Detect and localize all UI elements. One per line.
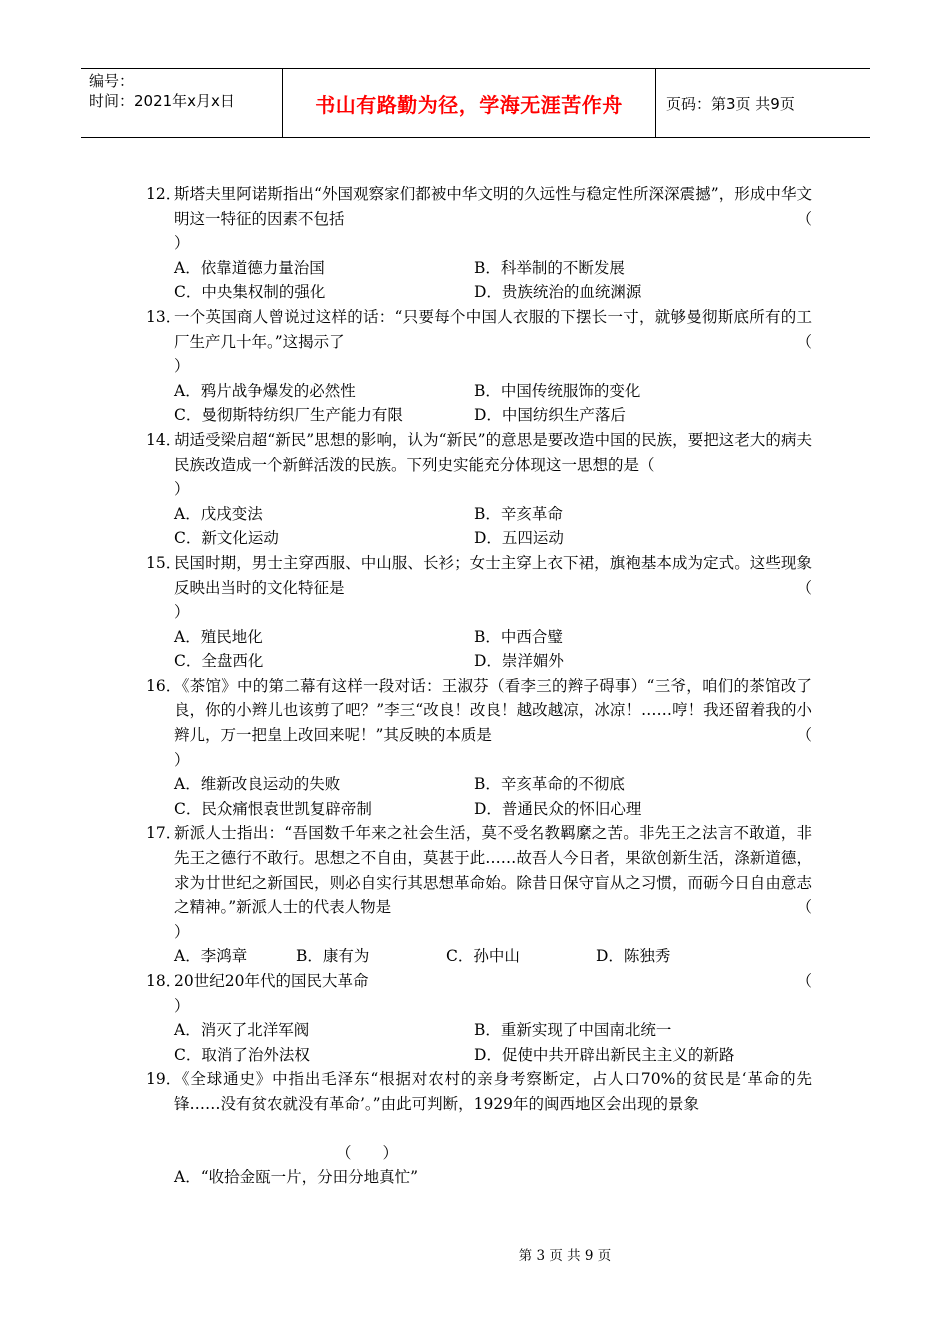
option-c[interactable]: C．曼彻斯特纺织厂生产能力有限	[174, 406, 403, 425]
question-16	[146, 674, 812, 772]
question-number: 17．	[146, 824, 182, 843]
option-a[interactable]: A．维新改良运动的失败	[174, 775, 341, 794]
answer-paren-close: ）	[174, 603, 190, 622]
options-14	[118, 502, 812, 551]
answer-paren-open: （	[796, 332, 812, 351]
option-c[interactable]: C．全盘西化	[174, 652, 264, 671]
question-number: 16．	[146, 676, 182, 695]
header-motto-cell	[283, 69, 656, 137]
option-a[interactable]: A．殖民地化	[174, 627, 263, 646]
option-d[interactable]: D．普通民众的怀旧心理	[474, 799, 642, 818]
option-b[interactable]: B．科举制的不断发展	[474, 258, 625, 277]
answer-paren-open: （	[796, 972, 812, 990]
question-number: 18．	[146, 972, 182, 990]
page-footer	[0, 1244, 950, 1264]
option-c[interactable]: C．中央集权制的强化	[174, 283, 326, 302]
footer-page-number: 第 3 页 共 9 页	[518, 1248, 612, 1264]
motto-text: 书山有路勤为径，学海无涯苦作舟	[315, 92, 623, 117]
option-b[interactable]: B．辛亥革命的不彻底	[474, 775, 625, 794]
options-16	[118, 772, 812, 821]
question-12	[146, 182, 812, 256]
option-b[interactable]: B．辛亥革命	[474, 504, 563, 523]
options-12	[118, 256, 812, 305]
answer-paren-close: ）	[174, 750, 190, 769]
answer-paren-close: ）	[174, 996, 190, 1015]
answer-paren-close: ）	[174, 922, 190, 941]
question-stem: 斯塔夫里阿诺斯指出“外国观察家们都被中华文明的久远性与稳定性所深深震撼”，形成中华文明这一特征的因素不包括	[174, 185, 812, 228]
page-header	[81, 68, 870, 138]
question-19	[146, 1067, 812, 1116]
option-d[interactable]: D．中国纺织生产落后	[474, 406, 626, 425]
answer-paren-open: （	[639, 455, 655, 474]
answer-paren-close: ）	[174, 357, 190, 376]
question-15	[146, 551, 812, 625]
question-13	[146, 305, 812, 379]
question-stem: 《全球通史》中指出毛泽东“根据对农村的亲身考察断定，占人口70%的贫民是‘革命的先锋……没有贫农就没有革命’。”由此可判断，1929年的闽西地区会出现的景象	[174, 1070, 812, 1113]
question-stem: 新派人士指出：“吾国数千年来之社会生活，莫不受名教羁縻之苦。非先王之法言不敢道，非先王之德行不敢行。思想之不自由，莫甚于此……故吾人今日者，果欲创新生活，涤新道德，求为廿世纪之新国民，则必自实行其思想革命始。除昔日保守盲从之习惯，而砺今日自由意志之精神。”新派人士的代表人物是	[174, 824, 812, 917]
question-stem: 民国时期，男士主穿西服、中山服、长衫；女士主穿上衣下裙，旗袍基本成为定式。这些现象反映出当时的文化特征是	[174, 553, 812, 597]
option-c[interactable]: C．取消了治外法权	[174, 1045, 310, 1064]
options-17	[118, 944, 812, 969]
option-a[interactable]: A．李鸿章	[174, 947, 248, 966]
question-17	[146, 821, 812, 944]
header-meta	[81, 69, 283, 137]
question-number: 19．	[146, 1070, 182, 1089]
option-c[interactable]: C．民众痛恨袁世凯复辟帝制	[174, 799, 372, 818]
question-stem: 胡适受梁启超“新民”思想的影响，认为“新民”的意思是要改造中国的民族，要把这老大的病夫民族改造成一个新鲜活泼的民族。下列史实能充分体现这一思想的是	[174, 430, 812, 474]
option-d[interactable]: D．五四运动	[474, 529, 564, 548]
option-d[interactable]: D．促使中共开辟出新民主主义的新路	[474, 1045, 735, 1064]
options-13	[118, 379, 812, 428]
question-stem: 一个英国商人曾说过这样的话：“只要每个中国人衣服的下摆长一寸，就够曼彻斯底所有的工厂生产几十年。”这揭示了	[174, 307, 812, 351]
answer-paren-open: （	[796, 578, 812, 597]
question-stem: 20世纪20年代的国民大革命	[174, 972, 369, 990]
option-a[interactable]: A．戊戌变法	[174, 504, 263, 523]
code-label: 编号：	[89, 72, 135, 90]
options-15	[118, 625, 812, 674]
option-d[interactable]: D．陈独秀	[596, 947, 671, 966]
option-b[interactable]: B．中国传统服饰的变化	[474, 381, 641, 400]
option-a[interactable]: A．鸦片战争爆发的必然性	[174, 381, 356, 400]
spacer	[146, 1117, 812, 1141]
option-b[interactable]: B．重新实现了中国南北统一	[474, 1021, 672, 1040]
options-18	[118, 1018, 812, 1067]
question-number: 12．	[146, 185, 182, 203]
answer-paren: （ ）	[336, 1143, 399, 1162]
question-18	[146, 969, 812, 1018]
option-b[interactable]: B．康有为	[296, 947, 370, 966]
answer-paren-open: （	[796, 726, 812, 745]
answer-paren-close: ）	[174, 234, 190, 253]
header-page-info	[656, 69, 870, 137]
option-d[interactable]: D．崇洋媚外	[474, 652, 564, 671]
question-number: 13．	[146, 307, 182, 326]
option-b[interactable]: B．中西合璧	[474, 627, 563, 646]
answer-paren-open: （	[796, 898, 812, 917]
page-info-text: 页码：第3页 共9页	[666, 94, 795, 113]
option-a[interactable]: A．依靠道德力量治国	[174, 258, 325, 277]
option-a[interactable]: A．消灭了北洋军阀	[174, 1021, 310, 1040]
answer-paren-open: （	[796, 209, 812, 228]
question-14	[146, 428, 812, 502]
date-label: 时间：2021年x月x日	[89, 92, 235, 110]
answer-paren-close: ）	[174, 480, 190, 499]
option-a[interactable]: A．“收拾金瓯一片，分田分地真忙”	[174, 1168, 419, 1187]
option-c[interactable]: C．孙中山	[446, 947, 520, 966]
question-list	[146, 182, 812, 1190]
question-number: 15．	[146, 553, 182, 572]
options-19	[118, 1165, 812, 1190]
question-number: 14．	[146, 430, 182, 449]
question-stem: 《茶馆》中的第二幕有这样一段对话：王淑芬（看李三的辫子碍事）“三爷，咱们的茶馆改了良，你的小辫儿也该剪了吧？”李三“改良！改良！越改越凉，冰凉！……哼！我还留着我的小辫儿，万一把皇上改回来呢！”其反映的本质是	[174, 676, 812, 745]
option-d[interactable]: D．贵族统治的血统渊源	[474, 283, 642, 302]
option-c[interactable]: C．新文化运动	[174, 529, 279, 548]
